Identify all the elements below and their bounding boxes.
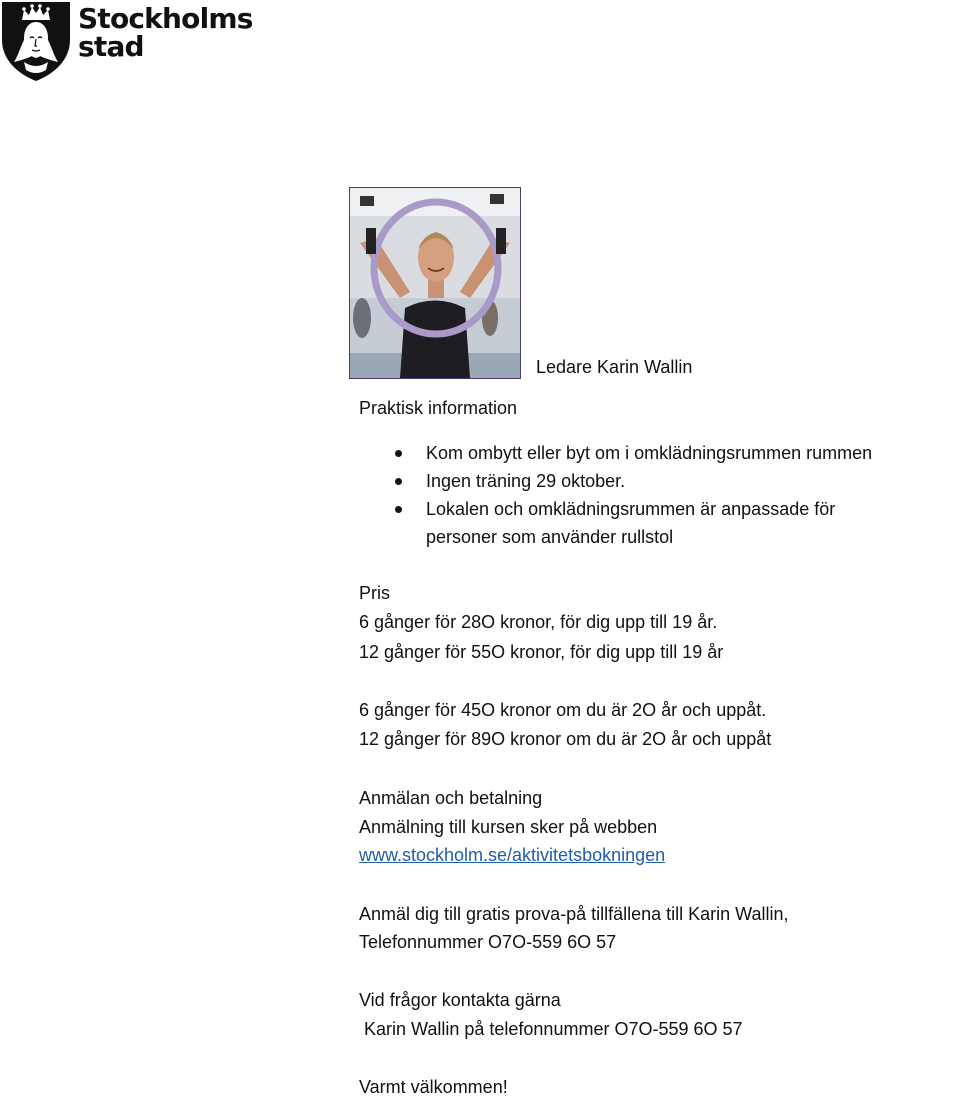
logo-line-1: Stockholms (78, 2, 253, 35)
bullet-icon (395, 506, 402, 513)
practical-heading: Praktisk information (359, 398, 518, 418)
bullet-icon (395, 478, 402, 485)
logo-wordmark (78, 2, 253, 63)
logo-line-2: stad (78, 30, 144, 63)
price-line: 12 gånger för 55O kronor, för dig upp till 19 år (359, 642, 724, 662)
list-item-continuation: personer som använder rullstol (426, 527, 674, 547)
trial-text-line-1: Anmäl dig till gratis prova-på tillfällena till Karin Wallin, (359, 904, 789, 924)
photo-caption: Ledare Karin Wallin (536, 357, 693, 377)
price-line: 6 gånger för 28O kronor, för dig upp till 19 år. (359, 612, 718, 632)
stockholms-stad-logo (0, 0, 253, 82)
closing-text: Varmt välkommen! (359, 1077, 508, 1097)
booking-link[interactable]: www.stockholm.se/aktivitetsbokningen (359, 845, 666, 865)
list-item: Lokalen och omklädningsrummen är anpassade för (359, 495, 872, 523)
list-item: Kom ombytt eller byt om i omklädningsrummen rummen (359, 439, 872, 467)
list-item: Ingen träning 29 oktober. (359, 467, 872, 495)
questions-text: Karin Wallin på telefonnummer O7O-559 6O 57 (359, 1019, 743, 1039)
price-line: 6 gånger för 45O kronor om du är 2O år och uppåt. (359, 700, 767, 720)
practical-list (359, 439, 872, 551)
registration-heading: Anmälan och betalning (359, 788, 543, 808)
questions-heading: Vid frågor kontakta gärna (359, 990, 561, 1010)
bullet-icon (395, 450, 402, 457)
price-line: 12 gånger för 89O kronor om du är 2O år och uppåt (359, 729, 772, 749)
crowned-shield-icon (0, 0, 72, 82)
instructor-photo (349, 187, 521, 379)
price-heading: Pris (359, 583, 390, 603)
registration-text: Anmälning till kursen sker på webben (359, 817, 658, 837)
trial-text-line-2: Telefonnummer O7O-559 6O 57 (359, 932, 617, 952)
